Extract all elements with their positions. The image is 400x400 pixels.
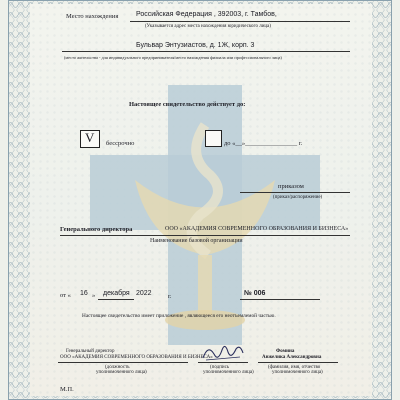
location-label: Место нахождения: [66, 13, 119, 20]
stamp-place-label: М.П.: [60, 386, 74, 393]
location-hint: (Указывается адрес места нахождения юридического лица): [145, 24, 271, 29]
indefinite-checkbox: [80, 130, 100, 148]
name-hint1: (фамилия, имя, отчество: [268, 365, 321, 370]
medical-cross-emblem: [90, 85, 323, 345]
date-day: 16: [80, 290, 88, 297]
signer-surname: Фомина: [276, 349, 295, 354]
handwritten-signature: [200, 340, 246, 364]
director-org-hint: Наименование базовой организации: [150, 238, 243, 244]
signer-title-hint2: уполномоченного лица): [96, 370, 147, 375]
signer-title-line1: Генеральный директор: [66, 349, 115, 354]
number-underline: [240, 299, 320, 300]
location-value: Российская Федерация , 392003, г. Тамбов,: [136, 11, 277, 18]
date-mid: »: [92, 292, 96, 299]
signer-name-underline: [258, 362, 338, 363]
order-underline: [240, 192, 350, 193]
month-underline: [98, 299, 134, 300]
signature-underline: [198, 362, 248, 363]
director-label: Генерального директора: [60, 226, 133, 233]
signer-full-name: Анжелика Александровна: [262, 355, 322, 360]
certificate-number: № 006: [244, 290, 266, 297]
date-month: декабря: [103, 290, 130, 297]
check-mark: V: [85, 130, 95, 145]
indefinite-label: бессрочно: [106, 140, 135, 147]
address-hint: (место жительства - для индивидуального предпринимателя/место нахождения филиала или профессионального лица): [64, 55, 282, 60]
signer-title-line2: ООО «АКАДЕМИЯ СОВРЕМЕННОГО ОБРАЗОВАНИЯ И БИЗНЕСА»: [60, 355, 213, 360]
address-value: Бульвар Энтузиастов, д. 1Ж, корп. 3: [136, 42, 255, 49]
location-underline: [130, 21, 350, 22]
signer-title-underline: [58, 362, 188, 363]
sign-hint1: (подпись: [210, 365, 230, 370]
date-suffix: г.: [168, 293, 172, 300]
address-underline: [62, 51, 350, 52]
name-hint2: уполномоченного лица): [272, 370, 323, 375]
until-checkbox: [205, 130, 222, 147]
date-prefix: от «: [60, 292, 71, 299]
order-hint: (приказ/распоряжение): [273, 195, 323, 200]
date-year: 2022: [136, 290, 152, 297]
sign-hint2: уполномоченного лица): [203, 370, 254, 375]
director-underline: [60, 235, 350, 236]
signer-title-hint1: (должность: [105, 365, 130, 370]
director-org: ООО «АКАДЕМИЯ СОВРЕМЕННОГО ОБРАЗОВАНИЯ И БИЗНЕСА»: [165, 226, 349, 232]
order-label: приказом: [278, 183, 304, 190]
appendix-note: Настоящее свидетельство имеет приложение , являющееся его неотъемлемой частью.: [82, 313, 276, 319]
until-label: до «__»________________ г.: [224, 140, 303, 147]
validity-title: Настоящее свидетельство действует до:: [129, 101, 246, 108]
